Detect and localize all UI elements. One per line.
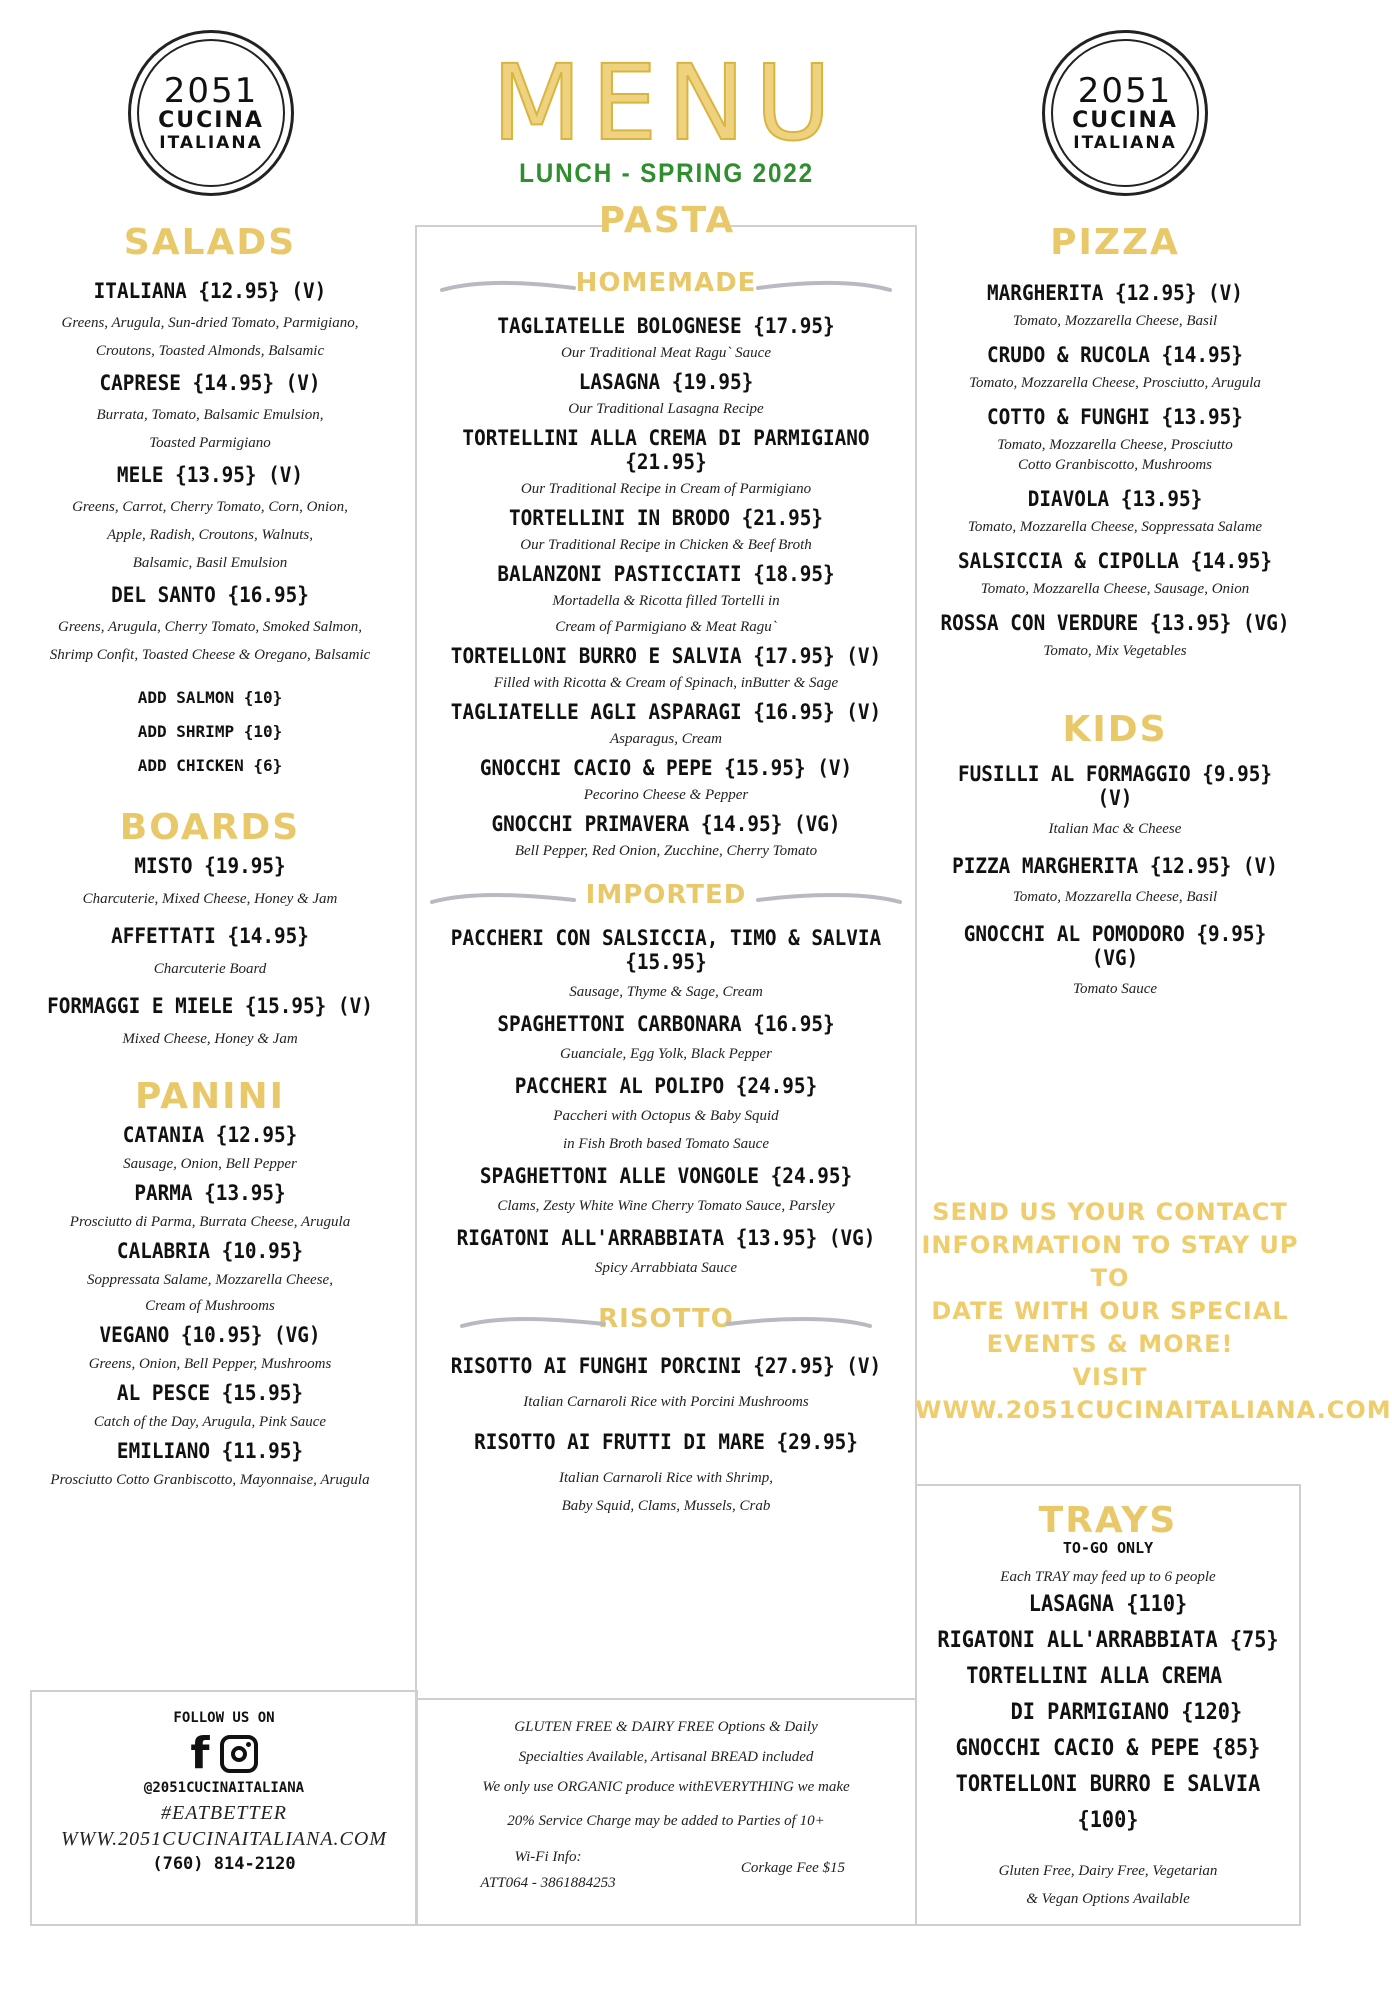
menu-item-description — [10, 1151, 410, 1177]
description-line: Our Traditional Lasagna Recipe — [568, 401, 764, 417]
trays-footer-line: Gluten Free, Dairy Free, Vegetarian — [998, 1863, 1218, 1879]
description-line: Mixed Cheese, Honey & Jam — [122, 1031, 298, 1047]
salad-addon: ADD CHICKEN {6} — [137, 756, 283, 775]
homemade-header — [418, 268, 914, 304]
tray-item: DI PARMIGIANO {120} — [1010, 1700, 1243, 1725]
left-column — [10, 222, 410, 1493]
menu-item — [920, 611, 1310, 661]
menu-item — [10, 994, 410, 1050]
description-line: Filled with Ricotta & Cream of Spinach, inButter & Sage — [493, 675, 839, 691]
trays-footer-line: & Vegan Options Available — [1026, 1891, 1190, 1907]
menu-item-description — [920, 641, 1310, 661]
description-line: Tomato, Mozzarella Cheese, Basil — [1012, 313, 1218, 329]
pasta-column — [418, 268, 914, 1520]
phone-number[interactable]: (760) 814-2120 — [152, 1854, 296, 1874]
menu-item — [10, 1323, 410, 1377]
menu-item-description — [10, 1028, 410, 1050]
menu-item — [920, 922, 1310, 1000]
swirl-left-icon — [428, 890, 578, 910]
facebook-icon[interactable]: f — [190, 1728, 210, 1779]
menu-item — [418, 1354, 914, 1416]
pasta-title: PASTA — [598, 200, 736, 241]
menu-item-name: SPAGHETTONI CARBONARA {16.95} — [497, 1012, 835, 1036]
menu-item — [10, 371, 410, 457]
menu-item-name: GNOCCHI AL POMODORO {9.95} (VG) — [963, 922, 1267, 970]
menu-item-description — [418, 1388, 914, 1416]
menu-item — [920, 343, 1310, 393]
menu-item-description — [920, 311, 1310, 331]
menu-item-description — [418, 532, 914, 558]
description-line: Catch of the Day, Arugula, Pink Sauce — [93, 1414, 327, 1430]
description-line: Charcuterie Board — [153, 961, 267, 977]
menu-item-description — [10, 309, 410, 365]
menu-item — [10, 854, 410, 910]
imported-title: IMPORTED — [585, 880, 747, 910]
swirl-right-icon — [724, 1314, 874, 1334]
description-line: Italian Mac & Cheese — [1048, 821, 1182, 837]
boards-list — [10, 854, 410, 1050]
menu-item — [920, 854, 1310, 908]
menu-item — [418, 1430, 914, 1520]
promo-line: DATE WITH OUR SPECIAL — [931, 1297, 1289, 1325]
instagram-handle[interactable]: @2051CUCINAITALIANA — [143, 1780, 305, 1796]
menu-item-name: PIZZA MARGHERITA {12.95} (V) — [952, 854, 1278, 878]
risotto-list — [418, 1354, 914, 1520]
promo-line: EVENTS & MORE! — [986, 1330, 1234, 1358]
homemade-title: HOMEMADE — [575, 268, 757, 298]
salads-title: SALADS — [123, 222, 297, 263]
description-line: Prosciutto Cotto Granbiscotto, Mayonnaise, Arugula — [50, 1472, 370, 1488]
menu-item-description — [418, 726, 914, 752]
menu-item-name: RISOTTO AI FRUTTI DI MARE {29.95} — [474, 1430, 858, 1454]
menu-item-name: PACCHERI AL POLIPO {24.95} — [514, 1074, 818, 1098]
menu-item — [10, 279, 410, 365]
menu-item-description — [920, 818, 1310, 840]
menu-item — [418, 562, 914, 640]
menu-item-name: MISTO {19.95} — [134, 854, 286, 878]
menu-item-description — [418, 588, 914, 640]
menu-item-description — [418, 1254, 914, 1282]
menu-item — [418, 926, 914, 1006]
menu-item-description — [920, 435, 1310, 475]
trays-footer — [915, 1857, 1301, 1913]
social-icons — [30, 1728, 418, 1779]
menu-item-name: COTTO & FUNGHI {13.95} — [987, 405, 1243, 429]
wifi-corkage — [418, 1844, 914, 1904]
menu-item-description — [920, 886, 1310, 908]
tray-item: GNOCCHI CACIO & PEPE {85} — [955, 1736, 1261, 1761]
menu-item — [418, 314, 914, 366]
menu-item-name: SPAGHETTONI ALLE VONGOLE {24.95} — [479, 1164, 853, 1188]
risotto-header — [418, 1304, 914, 1340]
tray-item: TORTELLONI BURRO E SALVIA {100} — [955, 1772, 1261, 1833]
info-line: We only use ORGANIC produce withEVERYTHING we make — [482, 1779, 850, 1795]
menu-item — [418, 506, 914, 558]
menu-item-description — [418, 1040, 914, 1068]
menu-item — [418, 756, 914, 808]
menu-item-description — [418, 1102, 914, 1158]
logo-line2: ITALIANA — [159, 133, 263, 153]
logo-line1: CUCINA — [1072, 108, 1178, 133]
description-line: Cream of Mushrooms — [145, 1298, 275, 1314]
hashtag: #EATBETTER — [161, 1802, 287, 1824]
trays-list — [915, 1587, 1301, 1839]
menu-item-description — [10, 958, 410, 980]
menu-item-description — [418, 838, 914, 864]
menu-item — [10, 1123, 410, 1177]
menu-item-description — [10, 613, 410, 669]
imported-list — [418, 926, 914, 1282]
menu-item-name: TORTELLONI BURRO E SALVIA {17.95} (V) — [450, 644, 882, 668]
menu-item-description — [418, 670, 914, 696]
menu-item — [920, 487, 1310, 537]
menu-item-name: CALABRIA {10.95} — [116, 1239, 304, 1263]
menu-item-description — [10, 493, 410, 577]
menu-item-name: RIGATONI ALL'ARRABBIATA {13.95} (VG) — [456, 1226, 876, 1250]
menu-item-description — [920, 373, 1310, 393]
menu-item-name: ITALIANA {12.95} (V) — [93, 279, 327, 303]
wifi-info — [458, 1844, 638, 1896]
menu-item-description — [418, 476, 914, 502]
swirl-left-icon — [458, 1314, 608, 1334]
menu-item — [10, 583, 410, 669]
menu-item — [10, 924, 410, 980]
promo-section — [915, 1196, 1392, 1427]
right-column — [920, 222, 1310, 1000]
menu-item-name: PACCHERI CON SALSICCIA, TIMO & SALVIA {15.95} — [450, 926, 882, 974]
menu-item — [418, 644, 914, 696]
menu-item-description — [10, 1351, 410, 1377]
logo-number: 2051 — [1077, 71, 1173, 111]
menu-item-description — [418, 1464, 914, 1520]
salad-addons — [10, 681, 410, 783]
menu-item — [920, 405, 1310, 475]
menu-item — [920, 549, 1310, 599]
description-line: Bell Pepper, Red Onion, Zucchine, Cherry Tomato — [514, 843, 818, 859]
description-line: Mortadella & Ricotta filled Tortelli in — [552, 593, 780, 609]
logo-line2: ITALIANA — [1073, 133, 1177, 153]
pizza-title: PIZZA — [1050, 222, 1180, 263]
menu-item-name: SALSICCIA & CIPOLLA {14.95} — [957, 549, 1273, 573]
pizza-list — [920, 281, 1310, 661]
menu-item-description — [10, 1467, 410, 1493]
description-line: Paccheri with Octopus & Baby Squid — [553, 1108, 779, 1124]
menu-item-name: AL PESCE {15.95} — [116, 1381, 304, 1405]
info-section — [418, 1712, 914, 1904]
description-line: Guanciale, Egg Yolk, Black Pepper — [560, 1046, 772, 1062]
menu-item-description — [418, 1192, 914, 1220]
website-link[interactable]: WWW.2051CUCINAITALIANA.COM — [61, 1828, 387, 1850]
description-line: Sausage, Onion, Bell Pepper — [123, 1156, 297, 1172]
menu-item-name: CRUDO & RUCOLA {14.95} — [987, 343, 1243, 367]
description-line: Sausage, Thyme & Sage, Cream — [569, 984, 763, 1000]
description-line: Charcuterie, Mixed Cheese, Honey & Jam — [82, 891, 338, 907]
menu-item-name: DEL SANTO {16.95} — [111, 583, 309, 607]
menu-item — [920, 281, 1310, 331]
menu-item — [418, 426, 914, 502]
kids-list — [920, 762, 1310, 1000]
menu-item-name: BALANZONI PASTICCIATI {18.95} — [497, 562, 835, 586]
description-line: Soppressata Salame, Mozzarella Cheese, — [87, 1272, 333, 1288]
description-line: Tomato, Mozzarella Cheese, Prosciutto — [997, 437, 1233, 453]
instagram-icon[interactable] — [220, 1735, 258, 1773]
description-line: Our Traditional Recipe in Cream of Parmigiano — [520, 481, 812, 497]
info-line: GLUTEN FREE & DAIRY FREE Options & Daily — [514, 1719, 818, 1735]
menu-item — [418, 1164, 914, 1220]
menu-item — [920, 762, 1310, 840]
menu-item-name: GNOCCHI CACIO & PEPE {15.95} (V) — [479, 756, 853, 780]
description-line: Tomato, Mozzarella Cheese, Sausage, Onion — [980, 581, 1250, 597]
description-line: Cotto Granbiscotto, Mushrooms — [1017, 457, 1213, 473]
panini-list — [10, 1123, 410, 1493]
logo-number: 2051 — [163, 71, 259, 111]
menu-item-description — [10, 1267, 410, 1319]
menu-item-name: TAGLIATELLE AGLI ASPARAGI {16.95} (V) — [450, 700, 882, 724]
description-line: Prosciutto di Parma, Burrata Cheese, Arugula — [69, 1214, 351, 1230]
trays-subtitle: TO-GO ONLY — [1062, 1539, 1154, 1557]
menu-item-description — [920, 579, 1310, 599]
description-line: in Fish Broth based Tomato Sauce — [563, 1136, 769, 1152]
menu-item-name: GNOCCHI PRIMAVERA {14.95} (VG) — [491, 812, 841, 836]
menu-item — [10, 1239, 410, 1319]
imported-header — [418, 880, 914, 916]
menu-item-name: TORTELLINI ALLA CREMA DI PARMIGIANO {21.95} — [462, 426, 870, 474]
description-line: Burrata, Tomato, Balsamic Emulsion, — [96, 407, 324, 423]
description-line: Italian Carnaroli Rice with Shrimp, — [558, 1470, 774, 1486]
description-line: Tomato Sauce — [1072, 981, 1158, 997]
menu-item-name: ROSSA CON VERDURE {13.95} (VG) — [940, 611, 1290, 635]
description-line: Cream of Parmigiano & Meat Ragu` — [555, 619, 777, 635]
menu-item-name: FORMAGGI E MIELE {15.95} (V) — [47, 994, 373, 1018]
wifi-value: ATT064 - 3861884253 — [480, 1875, 616, 1891]
promo-line: INFORMATION TO STAY UP TO — [921, 1231, 1299, 1292]
menu-item-description — [920, 978, 1310, 1000]
tray-item: LASAGNA {110} — [1028, 1592, 1188, 1617]
swirl-left-icon — [438, 278, 578, 298]
menu-item-description — [418, 978, 914, 1006]
description-line: Spicy Arrabbiata Sauce — [594, 1260, 738, 1276]
menu-item-description — [10, 1409, 410, 1435]
panini-title: PANINI — [135, 1076, 285, 1117]
menu-item — [10, 1439, 410, 1493]
info-line: Specialties Available, Artisanal BREAD included — [518, 1749, 814, 1765]
salad-addon: ADD SALMON {10} — [137, 688, 283, 707]
follow-label: FOLLOW US ON — [173, 1710, 275, 1726]
description-line: Greens, Carrot, Cherry Tomato, Corn, Onion, — [72, 499, 348, 515]
menu-item-name: CATANIA {12.95} — [122, 1123, 298, 1147]
menu-item-description — [10, 401, 410, 457]
description-line: Tomato, Mozzarella Cheese, Basil — [1012, 889, 1218, 905]
description-line: Pecorino Cheese & Pepper — [583, 787, 749, 803]
menu-item-description — [920, 517, 1310, 537]
swirl-right-icon — [754, 890, 904, 910]
description-line: Italian Carnaroli Rice with Porcini Mushrooms — [523, 1394, 809, 1410]
description-line: Croutons, Toasted Almonds, Balsamic — [95, 343, 325, 359]
description-line: Toasted Parmigiano — [149, 435, 271, 451]
tray-item: RIGATONI ALL'ARRABBIATA {75} — [937, 1628, 1279, 1653]
info-line: 20% Service Charge may be added to Parties of 10+ — [507, 1813, 825, 1829]
promo-line: SEND US YOUR CONTACT — [932, 1198, 1288, 1226]
menu-item-name: CAPRESE {14.95} (V) — [99, 371, 321, 395]
menu-item-name: RISOTTO AI FUNGHI PORCINI {27.95} (V) — [450, 1354, 882, 1378]
corkage-fee: Corkage Fee $15 — [740, 1860, 846, 1876]
menu-item-name: MELE {13.95} (V) — [116, 463, 304, 487]
trays-section — [915, 1500, 1301, 1913]
menu-item — [10, 1181, 410, 1235]
tray-item: TORTELLINI ALLA CREMA — [966, 1664, 1223, 1689]
risotto-title: RISOTTO — [598, 1304, 734, 1334]
boards-title: BOARDS — [119, 807, 301, 848]
homemade-list — [418, 314, 914, 864]
menu-item-name: LASAGNA {19.95} — [578, 370, 754, 394]
menu-item — [418, 370, 914, 422]
menu-item — [10, 1381, 410, 1435]
menu-item — [418, 1012, 914, 1068]
menu-item — [418, 1226, 914, 1282]
menu-item-description — [418, 782, 914, 808]
description-line: Tomato, Mozzarella Cheese, Prosciutto, Arugula — [969, 375, 1261, 391]
description-line: Shrimp Confit, Toasted Cheese & Oregano, Balsamic — [49, 647, 371, 663]
menu-item-name: EMILIANO {11.95} — [116, 1439, 304, 1463]
menu-subtitle: LUNCH - SPRING 2022 — [519, 158, 814, 188]
menu-item — [10, 463, 410, 577]
menu-item — [418, 1074, 914, 1158]
menu-item-name: TAGLIATELLE BOLOGNESE {17.95} — [497, 314, 835, 338]
menu-item-name: PARMA {13.95} — [134, 1181, 286, 1205]
salads-list — [10, 279, 410, 669]
description-line: Tomato, Mozzarella Cheese, Soppressata Salame — [967, 519, 1263, 535]
menu-item-description — [418, 396, 914, 422]
kids-title: KIDS — [1062, 709, 1168, 750]
menu-item-description — [10, 888, 410, 910]
description-line: Tomato, Mix Vegetables — [1043, 643, 1187, 659]
trays-note: Each TRAY may feed up to 6 people — [1000, 1569, 1216, 1585]
menu-item — [418, 700, 914, 752]
description-line: Our Traditional Recipe in Chicken & Beef Broth — [520, 537, 812, 553]
wifi-label: Wi-Fi Info: — [514, 1849, 582, 1865]
description-line: Baby Squid, Clams, Mussels, Crab — [561, 1498, 771, 1514]
description-line: Greens, Arugula, Cherry Tomato, Smoked Salmon, — [57, 619, 363, 635]
promo-text — [915, 1196, 1392, 1427]
menu-item-name: AFFETTATI {14.95} — [111, 924, 309, 948]
description-line: Our Traditional Meat Ragu` Sauce — [561, 345, 771, 361]
description-line: Asparagus, Cream — [610, 731, 722, 747]
menu-title: MENU — [491, 42, 842, 164]
menu-item-name: MARGHERITA {12.95} (V) — [987, 281, 1243, 305]
menu-item-name: DIAVOLA {13.95} — [1027, 487, 1203, 511]
menu-item — [418, 812, 914, 864]
menu-item-description — [418, 340, 914, 366]
trays-title: TRAYS — [1038, 1500, 1178, 1541]
description-line: Clams, Zesty White Wine Cherry Tomato Sauce, Parsley — [497, 1198, 835, 1214]
description-line: Greens, Arugula, Sun-dried Tomato, Parmigiano, — [61, 315, 359, 331]
description-line: Greens, Onion, Bell Pepper, Mushrooms — [88, 1356, 332, 1372]
menu-item-name: TORTELLINI IN BRODO {21.95} — [508, 506, 824, 530]
menu-item-description — [10, 1209, 410, 1235]
logo-line1: CUCINA — [158, 108, 264, 133]
social-section — [30, 1710, 418, 1874]
promo-line: VISIT — [1072, 1363, 1148, 1391]
salad-addon: ADD SHRIMP {10} — [137, 722, 283, 741]
swirl-right-icon — [754, 278, 894, 298]
promo-website-link[interactable]: WWW.2051CUCINAITALIANA.COM — [915, 1396, 1392, 1424]
description-line: Balsamic, Basil Emulsion — [132, 555, 288, 571]
info-lines — [418, 1712, 914, 1836]
description-line: Apple, Radish, Croutons, Walnuts, — [107, 527, 313, 543]
menu-item-name: VEGANO {10.95} (VG) — [99, 1323, 321, 1347]
menu-item-name: FUSILLI AL FORMAGGIO {9.95} (V) — [957, 762, 1273, 810]
